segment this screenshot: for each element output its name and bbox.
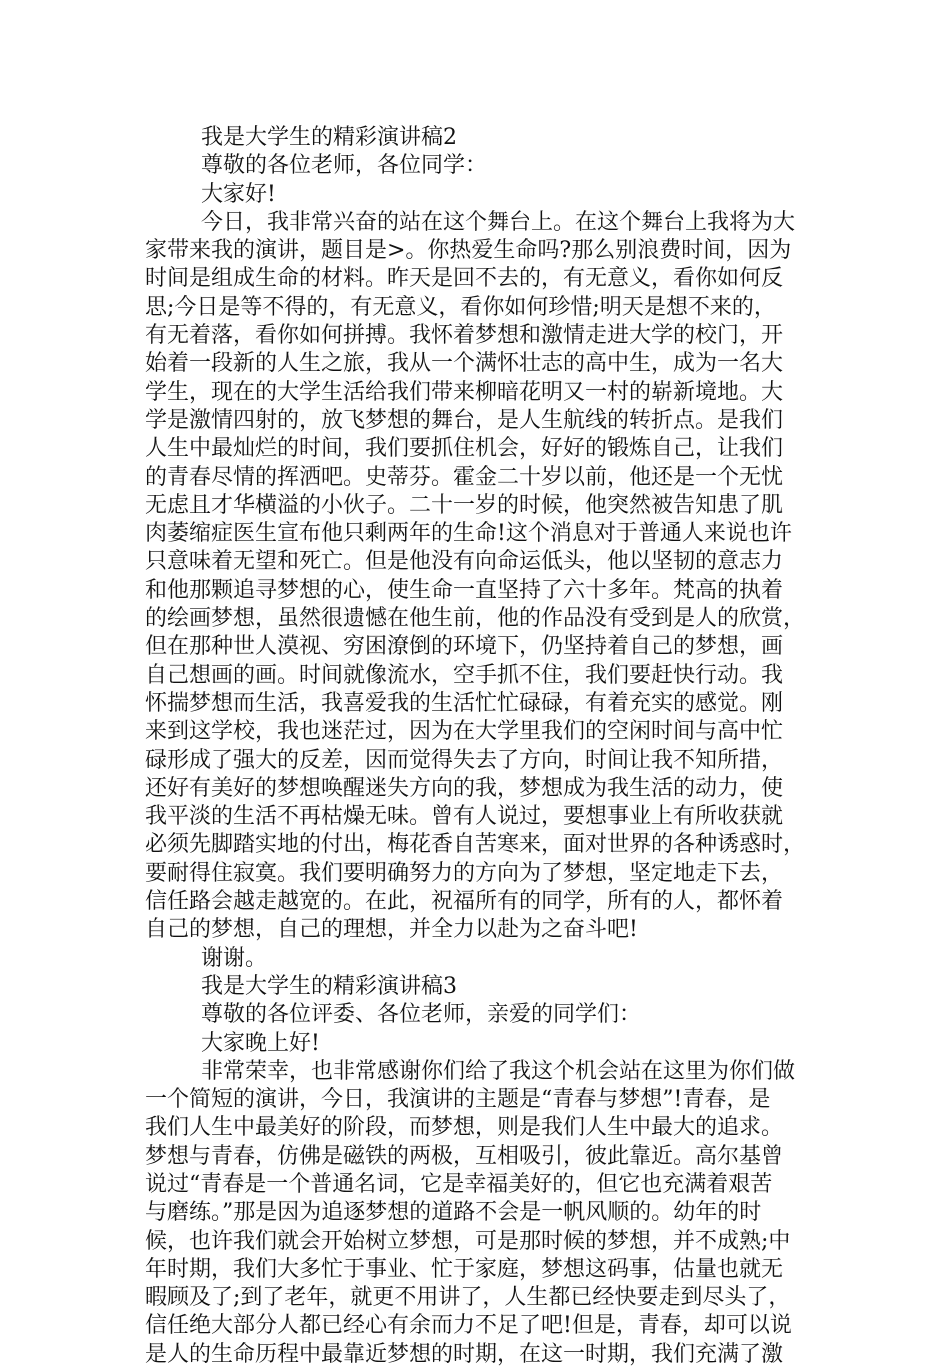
text-line: 梦想与青春，仿佛是磁铁的两极，互相吸引，彼此靠近。高尔基曾 (145, 1143, 784, 1169)
text-line: 还好有美好的梦想唤醒迷失方向的我，梦想成为我生活的动力，使 (145, 775, 784, 801)
text-line: 我是大学生的精彩演讲稿3 (201, 973, 457, 999)
text-line: 尊敬的各位评委、各位老师，亲爱的同学们： (201, 1002, 642, 1028)
text-line: 我平淡的生活不再枯燥无味。曾有人说过，要想事业上有所收获就 (145, 804, 784, 830)
text-line: 说过“青春是一个普通名词，它是幸福美好的，但它也充满着艰苦 (145, 1171, 773, 1197)
text-line: 有无着落，看你如何拼搏。我怀着梦想和激情走进大学的校门，开 (145, 323, 784, 349)
text-line: 来到这学校，我也迷茫过，因为在大学里我们的空闲时间与高中忙 (145, 719, 784, 745)
text-line: 的绘画梦想，虽然很遗憾在他生前，他的作品没有受到是人的欣赏， (145, 606, 806, 632)
text-line: 候，也许我们就会开始树立梦想，可是那时候的梦想，并不成熟;中 (145, 1228, 791, 1254)
text-line: 年时期，我们大多忙于事业、忙于家庭，梦想这码事，估量也就无 (145, 1256, 784, 1282)
text-line: 一个简短的演讲，今日，我演讲的主题是“青春与梦想”!青春，是 (145, 1087, 771, 1113)
text-line: 今日，我非常兴奋的站在这个舞台上。在这个舞台上我将为大 (201, 209, 796, 235)
text-line: 谢谢。 (201, 945, 268, 971)
text-line: 要耐得住寂寞。我们要明确努力的方向为了梦想，坚定地走下去， (145, 860, 784, 886)
text-line: 是人的生命历程中最靠近梦想的时期，在这一时期，我们充满了激 (145, 1341, 784, 1367)
text-line: 大家晚上好! (201, 1030, 320, 1056)
text-line: 信任绝大部分人都已经心有余而力不足了吧!但是，青春，却可以说 (145, 1313, 792, 1339)
text-line: 怀揣梦想而生活，我喜爱我的生活忙忙碌碌，有着充实的感觉。刚 (145, 690, 784, 716)
text-line: 但在那种世人漠视、穷困潦倒的环境下，仍坚持着自己的梦想，画 (145, 634, 784, 660)
text-line: 只意味着无望和死亡。但是他没有向命运低头，他以坚韧的意志力 (145, 549, 784, 575)
text-line: 的青春尽情的挥洒吧。史蒂芬。霍金二十岁以前，他还是一个无忧 (145, 464, 784, 490)
speech-text-body (145, 124, 825, 1369)
text-line: 始着一段新的人生之旅，我从一个满怀壮志的高中生，成为一名大 (145, 351, 784, 377)
text-line: 与磨练。”那是因为追逐梦想的道路不会是一帆风顺的。幼年的时 (145, 1200, 762, 1226)
text-line: 自己的梦想，自己的理想，并全力以赴为之奋斗吧! (145, 917, 638, 943)
text-line: 和他那颗追寻梦想的心，使生命一直坚持了六十多年。梵高的执着 (145, 577, 784, 603)
text-line: 暇顾及了;到了老年，就更不用讲了，人生都已经快要走到尽头了， (145, 1285, 791, 1311)
text-line: 自己想画的画。时间就像流水，空手抓不住，我们要赶快行动。我 (145, 662, 784, 688)
text-line: 我是大学生的精彩演讲稿2 (201, 125, 457, 150)
text-line: 人生中最灿烂的时间，我们要抓住机会，好好的锻炼自己，让我们 (145, 436, 784, 462)
text-line: 学是激情四射的，放飞梦想的舞台，是人生航线的转折点。是我们 (145, 407, 784, 433)
text-line: 碌形成了强大的反差，因而觉得失去了方向，时间让我不知所措， (145, 747, 784, 773)
text-line: 尊敬的各位老师，各位同学： (201, 153, 488, 179)
text-line: 信任路会越走越宽的。在此，祝福所有的同学，所有的人，都怀着 (145, 889, 784, 915)
text-line: 家带来我的演讲，题目是>。你热爱生命吗?那么别浪费时间，因为 (145, 238, 792, 264)
text-line: 思;今日是等不得的，有无意义，看你如何珍惜;明天是想不来的， (145, 294, 776, 320)
text-line: 大家好! (201, 181, 276, 207)
text-line: 必须先脚踏实地的付出，梅花香自苦寒来，面对世界的各种诱惑时， (145, 832, 806, 858)
text-line: 我们人生中最美好的阶段，而梦想，则是我们人生中最大的追求。 (145, 1115, 784, 1141)
text-line: 非常荣幸，也非常感谢你们给了我这个机会站在这里为你们做 (201, 1058, 796, 1084)
text-line: 学生，现在的大学生活给我们带来柳暗花明又一村的崭新境地。大 (145, 379, 784, 405)
text-line: 肉萎缩症医生宣布他只剩两年的生命!这个消息对于普通人来说也许 (145, 521, 792, 547)
text-line: 无虑且才华横溢的小伙子。二十一岁的时候，他突然被告知患了肌 (145, 492, 784, 518)
text-line: 时间是组成生命的材料。昨天是回不去的，有无意义，看你如何反 (145, 266, 784, 292)
